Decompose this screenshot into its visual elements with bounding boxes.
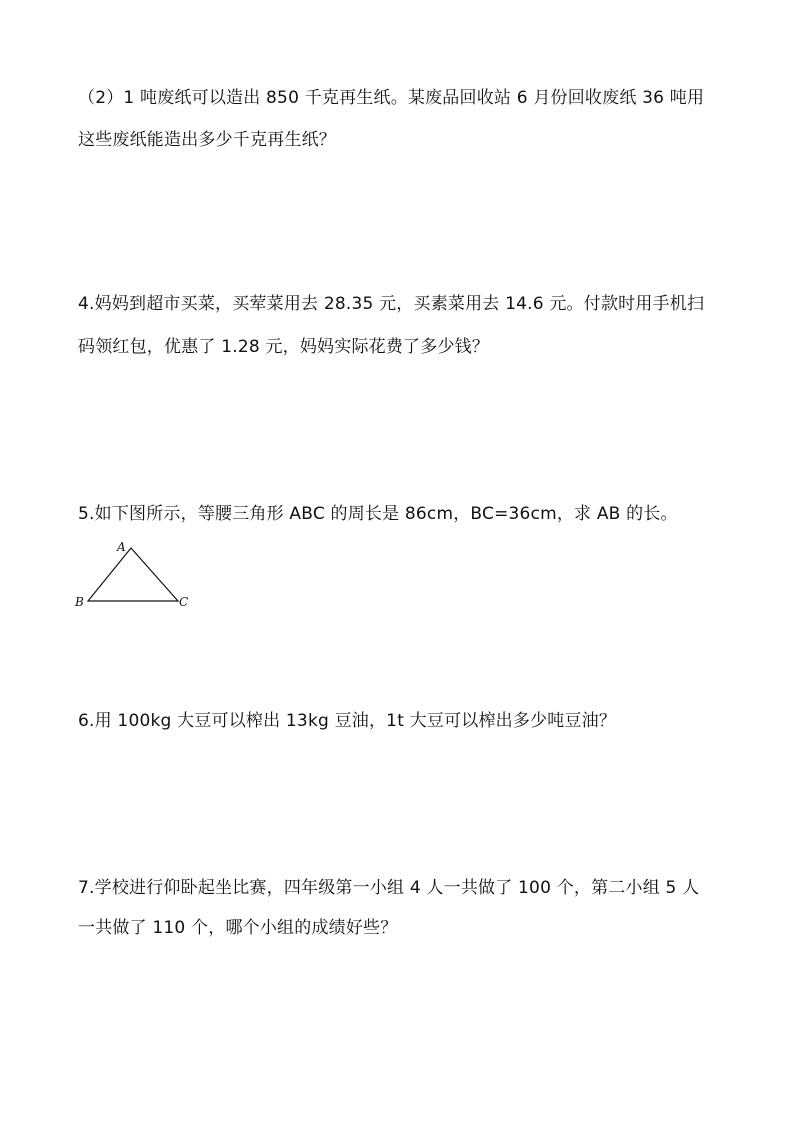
question-6-line-1: 6.用 100kg 大豆可以榨出 13kg 豆油，1t 大豆可以榨出多少吨豆油？ — [78, 711, 617, 731]
triangle-label-c: C — [179, 595, 189, 609]
question-4-line-2: 码领红包，优惠了 1.28 元，妈妈实际花费了多少钱？ — [78, 337, 490, 357]
isosceles-triangle-figure — [70, 536, 200, 616]
question-7-line-1: 7.学校进行仰卧起坐比赛，四年级第一小组 4 人一共做了 100 个，第二小组 5 人 — [78, 878, 700, 898]
question-5-line-1: 5.如下图所示，等腰三角形 ABC 的周长是 86cm，BC=36cm，求 AB 的长。 — [78, 504, 678, 524]
question-4-line-1: 4.妈妈到超市买菜，买荤菜用去 28.35 元，买素菜用去 14.6 元。付款时用手机扫 — [78, 294, 705, 314]
question-3-part-2-line-2: 这些废纸能造出多少千克再生纸？ — [78, 130, 336, 150]
question-3-part-2-line-1: （2）1 吨废纸可以造出 850 千克再生纸。某废品回收站 6 月份回收废纸 36 吨用 — [78, 88, 705, 108]
triangle-label-a: A — [117, 540, 126, 554]
triangle-abc-shape — [88, 548, 178, 601]
question-7-line-2: 一共做了 110 个，哪个小组的成绩好些？ — [78, 918, 398, 938]
triangle-label-b: B — [75, 595, 84, 609]
